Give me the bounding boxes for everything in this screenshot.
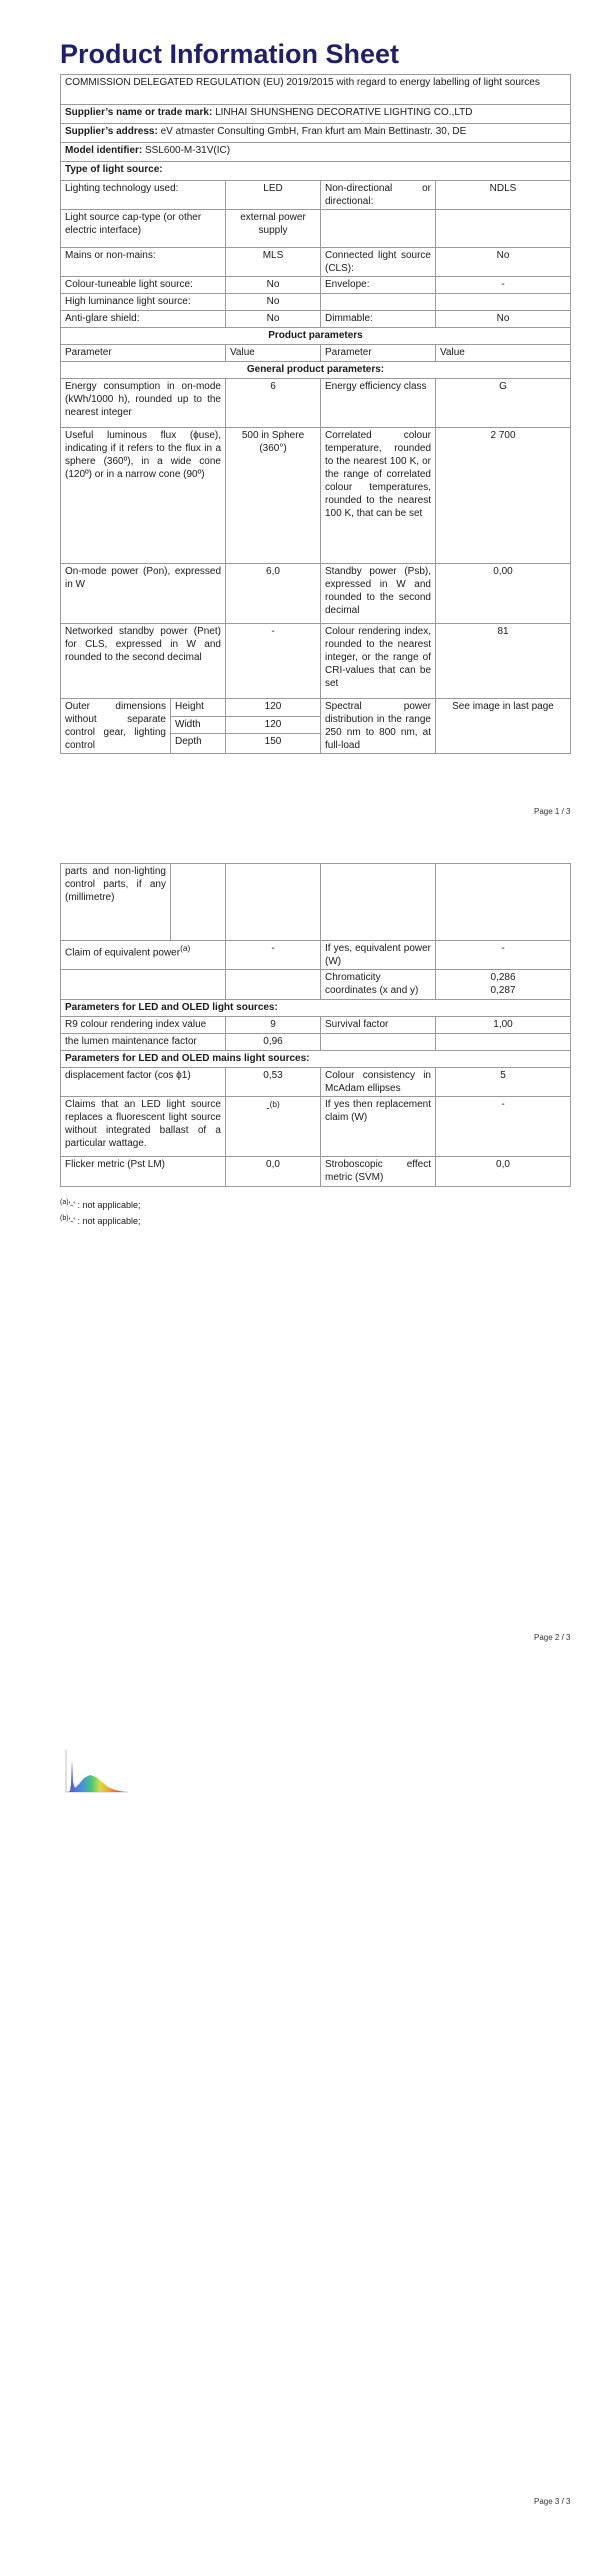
param-value: 1,00 <box>436 1017 571 1034</box>
type-value: No <box>226 294 321 311</box>
type-heading: Type of light source: <box>61 162 571 181</box>
claim-value: - <box>266 1103 270 1115</box>
type-label: Mains or non-mains: <box>61 248 226 277</box>
type-value: No <box>436 248 571 277</box>
footnote-text: '-' : not applicable; <box>68 1200 141 1210</box>
dimension-name: Height <box>171 699 226 717</box>
supplier-name-value: LINHAI SHUNSHENG DECORATIVE LIGHTING CO.,LTD <box>215 107 473 118</box>
page-number: Page 1 / 3 <box>534 807 571 816</box>
footnote-mark: (b) <box>269 1099 280 1109</box>
col-header-value: Value <box>226 345 321 362</box>
page-number: Page 2 / 3 <box>534 1633 571 1642</box>
type-value: external power supply <box>226 210 321 248</box>
product-info-table <box>60 74 571 754</box>
col-header-parameter: Parameter <box>61 345 226 362</box>
param-label <box>61 970 226 1000</box>
type-label: Lighting technology used: <box>61 181 226 210</box>
param-value: 6,0 <box>226 564 321 624</box>
param-label: If yes, equivalent power (W) <box>321 941 436 970</box>
type-label: Light source cap-type (or other electric interface) <box>61 210 226 248</box>
regulation-text: COMMISSION DELEGATED REGULATION (EU) 2019/2015 with regard to energy labelling of light sources <box>61 75 571 105</box>
param-value: 0,0 <box>436 1157 571 1187</box>
param-label <box>321 1034 436 1051</box>
param-label: Flicker metric (Pst LM) <box>61 1157 226 1187</box>
supplier-name-row <box>61 105 571 124</box>
type-value: No <box>226 277 321 294</box>
param-value: 6 <box>226 379 321 428</box>
led-heading: Parameters for LED and OLED light sources: <box>61 1000 571 1017</box>
type-value <box>436 294 571 311</box>
model-value: SSL600-M-31V(IC) <box>145 145 231 156</box>
param-label: Correlated colour temperature, rounded to the nearest 100 K, or the range of correlated colour temperatures, rounded to the nearest 100 K, that can be set <box>321 428 436 564</box>
spectral-value: See image in last page <box>436 699 571 754</box>
param-value: 81 <box>436 624 571 699</box>
param-label: If yes then replacement claim (W) <box>321 1097 436 1157</box>
type-label: Colour-tuneable light source: <box>61 277 226 294</box>
param-label <box>61 941 226 970</box>
param-label: Claims that an LED light source replaces a fluorescent light source without integrated ballast of a particular wattage. <box>61 1097 226 1157</box>
param-value: - <box>226 941 321 970</box>
param-label: Colour consistency in McAdam ellipses <box>321 1068 436 1097</box>
param-label: Chromaticity coordinates (x and y) <box>321 970 436 1000</box>
type-label: Non-directional or directional: <box>321 181 436 210</box>
model-label: Model identifier: <box>65 145 143 156</box>
param-label: Colour rendering index, rounded to the nearest integer, or the range of CRI-values that can be set <box>321 624 436 699</box>
type-label: High luminance light source: <box>61 294 226 311</box>
type-label <box>321 210 436 248</box>
spectral-distribution-image <box>60 1746 130 1798</box>
supplier-address-row <box>61 124 571 143</box>
footnote-mark: (b) <box>60 1215 69 1222</box>
type-value: - <box>436 277 571 294</box>
param-label: Standby power (Psb), expressed in W and rounded to the second decimal <box>321 564 436 624</box>
supplier-name-label: Supplier’s name or trade mark: <box>65 107 213 118</box>
type-value: MLS <box>226 248 321 277</box>
param-value: - <box>436 1097 571 1157</box>
type-label: Connected light source (CLS): <box>321 248 436 277</box>
dimension-name: Depth <box>171 734 226 754</box>
footnotes <box>60 1196 141 1228</box>
footnote <box>60 1196 141 1212</box>
model-row <box>61 143 571 162</box>
param-label: the lumen maintenance factor <box>61 1034 226 1051</box>
supplier-address-value: eV atmaster Consulting GmbH, Fran kfurt am Main Bettinastr. 30, DE <box>160 126 467 137</box>
param-value: 0,96 <box>226 1034 321 1051</box>
type-label <box>321 294 436 311</box>
param-value: 9 <box>226 1017 321 1034</box>
product-params-heading: Product parameters <box>61 328 571 345</box>
param-label: R9 colour rendering index value <box>61 1017 226 1034</box>
dimension-name: Width <box>171 716 226 734</box>
empty-cell <box>321 864 436 941</box>
type-label: Dimmable: <box>321 311 436 328</box>
general-heading: General product parameters: <box>61 362 571 379</box>
outer-dimensions-label-cont: parts and non-lighting control parts, if any (millimetre) <box>61 864 171 941</box>
type-value <box>436 210 571 248</box>
param-label: On-mode power (Pon), expressed in W <box>61 564 226 624</box>
param-value: 0,0 <box>226 1157 321 1187</box>
outer-dimensions-label: Outer dimensions without separate control gear, lighting control <box>61 699 171 754</box>
mains-heading: Parameters for LED and OLED mains light sources: <box>61 1051 571 1068</box>
param-label: Stroboscopic effect metric (SVM) <box>321 1157 436 1187</box>
param-value: G <box>436 379 571 428</box>
page-number: Page 3 / 3 <box>534 2497 571 2506</box>
supplier-address-label: Supplier’s address: <box>65 126 158 137</box>
param-label: displacement factor (cos ϕ1) <box>61 1068 226 1097</box>
footnote-mark: (a) <box>180 943 191 953</box>
type-value: NDLS <box>436 181 571 210</box>
spectral-label: Spectral power distribution in the range 250 nm to 800 nm, at full-load <box>321 699 436 754</box>
param-value <box>436 1034 571 1051</box>
document-title: Product Information Sheet <box>60 39 400 69</box>
dimension-value: 150 <box>226 734 321 754</box>
chromaticity-value: 0,286 0,287 <box>436 970 571 1000</box>
param-value: 2 700 <box>436 428 571 564</box>
empty-cell <box>171 864 226 941</box>
param-label: Useful luminous flux (ϕuse), indicating if it refers to the flux in a sphere (360º), in a wide cone (120º) or in a narrow cone (90º) <box>61 428 226 564</box>
param-label: Energy efficiency class <box>321 379 436 428</box>
type-value: LED <box>226 181 321 210</box>
param-label: Networked standby power (Pnet) for CLS, expressed in W and rounded to the second decimal <box>61 624 226 699</box>
type-label: Anti-glare shield: <box>61 311 226 328</box>
product-info-table-continued <box>60 863 571 1187</box>
param-value: 500 in Sphere (360°) <box>226 428 321 564</box>
claim-equivalent-label: Claim of equivalent power <box>65 947 181 959</box>
param-label: Energy consumption in on-mode (kWh/1000 h), rounded up to the nearest integer <box>61 379 226 428</box>
type-value: No <box>436 311 571 328</box>
empty-cell <box>436 864 571 941</box>
param-value <box>226 1097 321 1157</box>
param-value: 0,53 <box>226 1068 321 1097</box>
footnote-mark: (a) <box>60 1199 69 1206</box>
dimension-value: 120 <box>226 716 321 734</box>
param-value: 0,00 <box>436 564 571 624</box>
param-value <box>226 970 321 1000</box>
footnote-text: '-' : not applicable; <box>68 1216 141 1226</box>
type-label: Envelope: <box>321 277 436 294</box>
empty-cell <box>226 864 321 941</box>
param-value: - <box>436 941 571 970</box>
param-value: 5 <box>436 1068 571 1097</box>
param-label: Survival factor <box>321 1017 436 1034</box>
footnote <box>60 1212 141 1228</box>
dimension-value: 120 <box>226 699 321 717</box>
col-header-parameter: Parameter <box>321 345 436 362</box>
param-value: - <box>226 624 321 699</box>
type-value: No <box>226 311 321 328</box>
col-header-value: Value <box>436 345 571 362</box>
